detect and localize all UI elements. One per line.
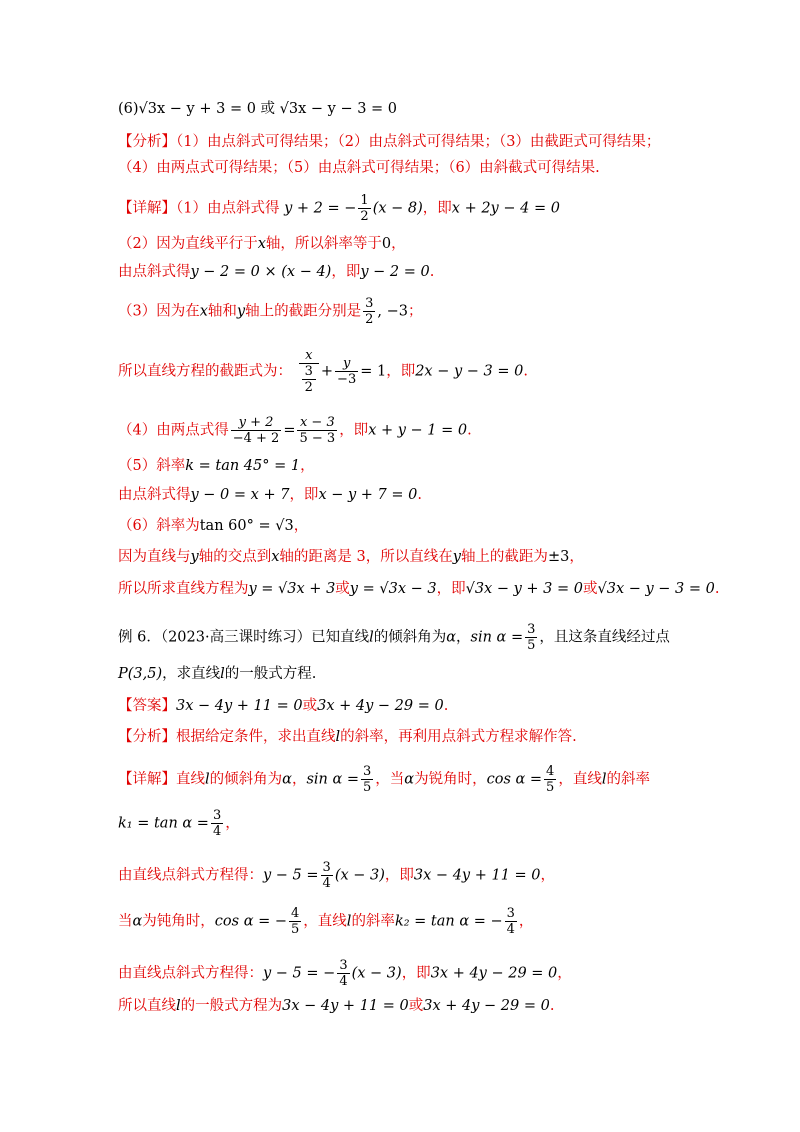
punct: . [549, 998, 555, 1014]
eq-general-5: x − y + 7 = 0 [318, 487, 418, 503]
analysis-text-b: 的斜率，再利用点斜式方程求解作答. [340, 729, 577, 745]
line-detail-3b [118, 348, 528, 395]
eq-point-slope-1a: y + 2 = − [284, 200, 357, 217]
detail-tag: 【详解】 [118, 200, 176, 217]
nested-numerator: 3 [302, 364, 316, 380]
then-text: ，即 [401, 965, 431, 982]
answer-eq-1: 3x − 4y + 11 = 0 [176, 698, 303, 714]
analysis-tag: 【分析】 [118, 729, 176, 745]
var-l: l [176, 998, 181, 1014]
fraction-denominator: 4 [322, 876, 331, 891]
var-x: x [257, 236, 266, 252]
detail-text-3d: 所以直线方程的截距式为： [118, 363, 292, 380]
eq-sin: sin α = [306, 771, 360, 788]
punct: . [429, 264, 435, 280]
var-alpha: α [282, 771, 292, 788]
detail-text-6a: 因为直线与 [118, 549, 191, 565]
punct: . [714, 581, 720, 597]
or-text: 或 [582, 581, 598, 597]
line-answer-6 [118, 99, 397, 119]
intercept-value: ±3 [547, 549, 570, 565]
eq-slope-int-1: y = √3x + 3 [248, 581, 336, 597]
analysis-text-a: 根据给定条件，求出直线 [176, 729, 336, 745]
fraction-three-halves [363, 296, 375, 327]
eq-point-slope-c: y − 5 = − [263, 965, 336, 982]
fraction-numerator: y + 2 [231, 415, 282, 431]
eq-slope-int-2: y = √3x − 3 [349, 581, 437, 597]
detail-text-3b: 轴和 [207, 303, 237, 320]
then-text: ，即 [331, 264, 361, 280]
line-detail-3 [118, 296, 423, 327]
nested-denominator: 2 [304, 380, 313, 395]
line-detail-ex6-2 [118, 808, 240, 839]
plus-sign: + [320, 363, 334, 380]
fraction-two-point-right [297, 415, 337, 446]
eq-k2: k₂ = tan α = − [394, 913, 503, 930]
var-l: l [346, 913, 352, 930]
num-zero: 0 [381, 236, 392, 252]
detail-text-6: （6）斜率为 [118, 518, 200, 534]
then-text: ，即 [339, 422, 369, 439]
var-l: l [335, 729, 341, 745]
fraction-denominator: 5 [527, 638, 536, 653]
punct: . [523, 363, 528, 380]
or-text: 或 [302, 698, 318, 714]
line-detail-4 [118, 415, 472, 446]
fraction-denominator: 4 [212, 824, 222, 839]
var-y: y [236, 303, 246, 320]
var-l: l [205, 771, 210, 788]
detail-text-d: 为锐角时， [414, 771, 487, 788]
fraction-numerator: 3 [527, 622, 536, 637]
answer-6-text: (6)√3x − y + 3 = 0 或 √3x − y − 3 = 0 [118, 101, 398, 117]
var-y: y [190, 549, 199, 565]
example-text-c: ，且这条直线经过点 [539, 629, 670, 646]
fraction-denominator: −3 [337, 372, 357, 387]
detail-text-a: 直线 [176, 771, 205, 788]
eq-point-slope-b: (x − 3) [334, 867, 385, 884]
fraction-numerator: 1 [360, 193, 369, 208]
example-text-d: ，求直线 [162, 666, 221, 682]
eq-intercept: = 1 [360, 363, 387, 380]
punct: ， [557, 965, 572, 982]
detail-text-1: （1）由点斜式得 [176, 200, 280, 217]
example-heading: 例 6．（2023·高三课时练习）已知直线 [118, 629, 370, 646]
or-text: 或 [335, 581, 350, 597]
line-detail-5 [118, 456, 315, 476]
fraction-three-quarters [321, 860, 333, 891]
eq-general-1: x + 2y − 4 = 0 [451, 200, 560, 217]
eq-general-b: 3x + 4y − 29 = 0 [430, 965, 558, 982]
final-eq-2: 3x + 4y − 29 = 0 [423, 998, 550, 1014]
point-p: P(3,5) [118, 666, 163, 682]
fraction-denominator: 2 [360, 209, 369, 224]
eq-k1: k₁ = tan α = [118, 815, 209, 832]
fraction-four-fifths [289, 906, 301, 937]
var-y: y [452, 549, 461, 565]
detail-text-6b: 轴的交点到 [198, 549, 272, 565]
eq-slope-6: tan 60° = √3 [199, 518, 294, 534]
detail-tag: 【详解】 [118, 771, 176, 788]
fraction-numerator: y [335, 356, 358, 372]
line-detail-ex6-6 [118, 996, 554, 1016]
punct: . [417, 487, 422, 503]
line-detail-6b [118, 547, 584, 567]
var-x: x [271, 549, 280, 565]
fraction-denominator: −4 + 2 [232, 431, 280, 446]
line-detail-ex6-1 [118, 764, 650, 795]
var-l: l [601, 771, 607, 788]
then-text: ，即 [289, 487, 319, 503]
equals-sign: = [283, 422, 296, 439]
eq-general-4: x + y − 1 = 0 [368, 422, 468, 439]
eq-general-6a: √3x − y + 3 = 0 [465, 581, 583, 597]
eq-general-3: 2x − y − 3 = 0 [415, 363, 524, 380]
fraction-y-over-neg3 [335, 356, 358, 387]
fraction-numerator: 3 [212, 808, 222, 823]
detail-text-2b: 轴，所以斜率等于 [265, 236, 382, 252]
fraction-denominator [299, 364, 319, 395]
line-example-6b [118, 664, 316, 684]
punct: ， [540, 867, 556, 884]
fraction-three-fifths [361, 764, 373, 795]
punct: ， [293, 518, 309, 534]
detail-text-6d: 轴上的截距为 [460, 549, 548, 565]
eq-cos: cos α = [486, 771, 543, 788]
fraction-numerator: x [299, 348, 319, 364]
line-detail-6c [118, 579, 719, 599]
detail-text-l: 由直线点斜式方程得： [118, 965, 263, 982]
line-detail-ex6-5 [118, 958, 572, 989]
fraction-three-quarters [505, 906, 517, 937]
eq-point-slope-a: y − 5 = [263, 867, 319, 884]
answer-tag: 【答案】 [118, 698, 176, 714]
punct: ， [569, 549, 584, 565]
line-example-6 [118, 622, 670, 653]
fraction-denominator: 2 [365, 312, 374, 327]
punct: ， [518, 913, 534, 930]
line-analysis-ex6 [118, 727, 577, 747]
detail-text-5b: 由点斜式得 [118, 487, 191, 503]
line-detail-6 [118, 516, 308, 536]
intercept-y: , −3 [377, 303, 408, 320]
eq-general-6b: √3x − y − 3 = 0 [597, 581, 715, 597]
detail-text-2c: 由点斜式得 [118, 264, 191, 280]
answer-eq-2: 3x + 4y − 29 = 0 [317, 698, 444, 714]
detail-text-g: 由直线点斜式方程得： [118, 867, 263, 884]
punct: ； [408, 303, 423, 320]
punct: ， [391, 236, 406, 252]
punct: . [467, 422, 472, 439]
detail-text-b: 的倾斜角为 [209, 771, 283, 788]
fraction-denominator: 5 − 3 [299, 431, 336, 446]
eq-point-slope-1b: (x − 8) [372, 200, 423, 217]
line-detail-2 [118, 234, 406, 254]
eq-point-slope-2: y − 2 = 0 × (x − 4) [190, 264, 332, 280]
detail-text-m: 所以直线 [118, 998, 176, 1014]
eq-point-slope-5: y − 0 = x + 7 [190, 487, 290, 503]
analysis-text-2: （4）由两点式可得结果；（5）由点斜式可得结果；（6）由斜截式可得结果. [118, 160, 600, 176]
fraction-half [358, 193, 370, 224]
var-alpha: α [446, 629, 457, 646]
punct: ， [456, 629, 471, 646]
fraction-denominator: 5 [363, 780, 372, 795]
detail-text-4: （4）由两点式得 [118, 422, 229, 439]
fraction-numerator: 3 [363, 764, 372, 779]
line-detail-1 [118, 193, 560, 224]
detail-text-e: ，直线 [558, 771, 602, 788]
then-text: ，即 [436, 581, 466, 597]
fraction-numerator: 3 [365, 296, 374, 311]
line-detail-ex6-3 [118, 860, 555, 891]
fraction-denominator: 4 [506, 922, 515, 937]
fraction-four-fifths [544, 764, 556, 795]
detail-text-6c: 轴的距离是 3，所以直线在 [279, 549, 453, 565]
detail-text-6e: 所以所求直线方程为 [118, 581, 249, 597]
fraction-three-quarters [211, 808, 223, 839]
then-text: ，即 [386, 363, 416, 380]
fraction-denominator: 4 [339, 974, 348, 989]
detail-text-2a: （2）因为直线平行于 [118, 236, 258, 252]
detail-text-3a: （3）因为在 [118, 303, 200, 320]
eq-slope-5: k = tan 45° = 1 [185, 458, 301, 474]
detail-text-j: ，直线 [303, 913, 347, 930]
var-l: l [220, 666, 225, 682]
fraction-three-quarters [337, 958, 349, 989]
detail-text-i: 为钝角时， [142, 913, 215, 930]
line-analysis-1 [118, 132, 660, 152]
var-alpha: α [132, 913, 143, 930]
eq-general-a: 3x − 4y + 11 = 0 [413, 867, 541, 884]
line-answer [118, 696, 448, 716]
fraction-two-point-left [231, 415, 282, 446]
punct: ， [300, 458, 315, 474]
example-text-b: 的倾斜角为 [373, 629, 447, 646]
line-detail-2b [118, 262, 434, 282]
line-analysis-2 [118, 158, 600, 178]
line-detail-5b [118, 485, 422, 505]
or-text: 或 [408, 998, 424, 1014]
detail-text-k: 的斜率 [351, 913, 395, 930]
eq-general-2: y − 2 = 0 [360, 264, 430, 280]
var-alpha: α [404, 771, 415, 788]
var-l: l [369, 629, 374, 646]
punct: ， [225, 815, 240, 832]
example-text-e: 的一般式方程. [224, 666, 317, 682]
analysis-text-1: （1）由点斜式可得结果；（2）由点斜式可得结果；（3）由截距式可得结果； [176, 134, 661, 150]
detail-text-f: 的斜率 [606, 771, 650, 788]
detail-text-n: 的一般式方程为 [180, 998, 283, 1014]
detail-text-3c: 轴上的截距分别是 [245, 303, 362, 320]
fraction-numerator: 3 [322, 860, 331, 875]
fraction-numerator: 3 [506, 906, 515, 921]
fraction-x-over-three-halves [299, 348, 319, 395]
fraction-three-fifths [525, 622, 537, 653]
fraction-denominator: 5 [291, 922, 300, 937]
eq-sin: sin α = [470, 629, 524, 646]
analysis-tag: 【分析】 [118, 134, 176, 150]
detail-text-5: （5）斜率 [118, 458, 186, 474]
var-x: x [199, 303, 208, 320]
final-eq-1: 3x − 4y + 11 = 0 [282, 998, 409, 1014]
detail-text-h: 当 [118, 913, 133, 930]
detail-text-c: ，当 [375, 771, 405, 788]
punct: ， [291, 771, 307, 788]
fraction-numerator: x − 3 [297, 415, 337, 431]
eq-point-slope-d: (x − 3) [351, 965, 402, 982]
eq-cos-neg: cos α = − [214, 913, 288, 930]
fraction-denominator: 5 [546, 780, 555, 795]
fraction-numerator: 3 [339, 958, 348, 973]
fraction-numerator: 4 [546, 764, 555, 779]
line-detail-ex6-4 [118, 906, 533, 937]
then-text: ，即 [384, 867, 414, 884]
then-text: ，即 [422, 200, 452, 217]
fraction-numerator: 4 [291, 906, 300, 921]
punct: . [443, 698, 449, 714]
